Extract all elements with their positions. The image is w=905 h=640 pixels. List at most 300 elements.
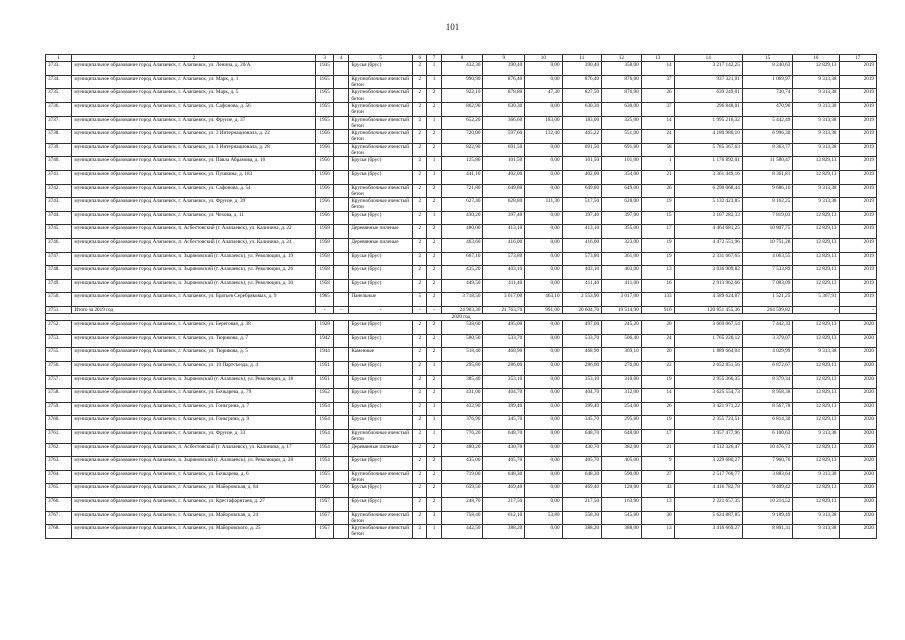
- value-cell: 17: [641, 225, 674, 239]
- wall-material-cell: Брусья (брус): [349, 266, 413, 280]
- value-cell: 43: [641, 484, 674, 498]
- value-cell: 9: [641, 457, 674, 471]
- wall-material-cell: Брусья (брус): [349, 389, 413, 403]
- value-cell: 416,00: [562, 238, 602, 252]
- table-row: [46, 362, 877, 376]
- address-cell: муниципальное образование город Алапаевск, г. Алапаевск, ул. Кресгафорнтаев, д. 27: [72, 498, 316, 512]
- wall-material-cell: Крупноблочные ячеистый бетон: [349, 184, 413, 198]
- year-cell: 1965: [316, 293, 334, 307]
- year-cell: 1952: [316, 389, 334, 403]
- empty-cell: [333, 130, 348, 144]
- value-cell: 7 819,03: [742, 211, 793, 225]
- value-cell: 9 313,38: [793, 184, 839, 198]
- value-cell: 361,00: [602, 252, 642, 266]
- value-cell: 649,00: [602, 184, 642, 198]
- address-cell: муниципальное образование город Алапаевск, г. Алапаевск, ул. Майоровская, д. 24: [72, 511, 316, 525]
- floors-cell: 2: [413, 525, 427, 539]
- floors-cell: 2: [413, 348, 427, 362]
- floors-cell: 2: [413, 375, 427, 389]
- empty-cell: [333, 225, 348, 239]
- value-cell: 2 221 657,35: [674, 498, 742, 512]
- total-value-cell: 264 599,82: [742, 306, 793, 313]
- value-cell: 659,50: [441, 484, 483, 498]
- value-cell: 355,00: [602, 225, 642, 239]
- table-row: [46, 416, 877, 430]
- entrances-cell: 1: [427, 402, 441, 416]
- value-cell: 12 829,13: [793, 252, 839, 266]
- value-cell: 345,70: [562, 416, 602, 430]
- value-cell: 345,70: [483, 416, 525, 430]
- year-cell: 1956: [316, 484, 334, 498]
- row-number: 3752.: [46, 321, 72, 335]
- value-cell: 0,00: [525, 252, 562, 266]
- row-number: 3759.: [46, 402, 72, 416]
- empty-cell: [333, 402, 348, 416]
- row-number: 3764.: [46, 470, 72, 484]
- value-cell: 648,70: [483, 430, 525, 444]
- row-number: 3749.: [46, 279, 72, 293]
- wall-material-cell: Брусья (брус): [349, 362, 413, 376]
- value-cell: 9 189,49: [742, 511, 793, 525]
- value-cell: 2019: [839, 184, 877, 198]
- value-cell: 652,20: [441, 116, 483, 130]
- value-cell: 12 829,13: [793, 211, 839, 225]
- year-cell: 1957: [316, 498, 334, 512]
- value-cell: 558,30: [562, 511, 602, 525]
- value-cell: 399,40: [483, 402, 525, 416]
- value-cell: 6 814,30: [742, 416, 793, 430]
- value-cell: 353,10: [562, 375, 602, 389]
- wall-material-cell: Деревянные пиленые: [349, 225, 413, 239]
- year-cell: 1957: [316, 525, 334, 539]
- table-row: [46, 225, 877, 239]
- value-cell: 469,40: [483, 484, 525, 498]
- value-cell: 19: [641, 375, 674, 389]
- year-cell: 1955: [316, 116, 334, 130]
- column-number-cell: 5: [349, 55, 413, 62]
- value-cell: 0,00: [525, 498, 562, 512]
- address-cell: муниципальное образование город Алапаевск, г. Алапаевск, ул. Пушкина, д. 183: [72, 170, 316, 184]
- table-row: [46, 238, 877, 252]
- floors-cell: 2: [413, 62, 427, 76]
- year-cell: 1954: [316, 416, 334, 430]
- value-cell: 9 313,38: [793, 116, 839, 130]
- value-cell: 12 829,13: [793, 389, 839, 403]
- value-cell: 10 751,28: [742, 238, 793, 252]
- value-cell: 0,00: [525, 279, 562, 293]
- row-number: 3734.: [46, 75, 72, 89]
- column-number-cell: 6: [413, 55, 427, 62]
- value-cell: 0,00: [525, 334, 562, 348]
- table-row: [46, 484, 877, 498]
- value-cell: 4 589 624,87: [674, 293, 742, 307]
- value-cell: 6 290 068,44: [674, 184, 742, 198]
- value-cell: 9 313,38: [793, 198, 839, 212]
- value-cell: 435,20: [441, 266, 483, 280]
- value-cell: 776,20: [441, 430, 483, 444]
- column-number-cell: 8: [441, 55, 483, 62]
- floors-cell: 2: [413, 89, 427, 103]
- empty-cell: [333, 416, 348, 430]
- value-cell: 388,20: [483, 525, 525, 539]
- value-cell: 1 889 664,04: [674, 348, 742, 362]
- row-number: 3745.: [46, 225, 72, 239]
- table-row: [46, 75, 877, 89]
- value-cell: 0,00: [525, 389, 562, 403]
- entrances-cell: 2: [427, 498, 441, 512]
- value-cell: 2019: [839, 89, 877, 103]
- value-cell: 2 652 851,56: [674, 362, 742, 376]
- value-cell: 12 829,13: [793, 279, 839, 293]
- value-cell: 2 553,90: [562, 293, 602, 307]
- value-cell: 430,20: [441, 211, 483, 225]
- value-cell: 2019: [839, 170, 877, 184]
- wall-material-cell: Брусья (брус): [349, 334, 413, 348]
- value-cell: 4 512 326,47: [674, 443, 742, 457]
- value-cell: 627,40: [441, 198, 483, 212]
- row-number: 3756.: [46, 362, 72, 376]
- value-cell: 12 829,13: [793, 498, 839, 512]
- table-row: [46, 116, 877, 130]
- value-cell: 6 100,63: [742, 430, 793, 444]
- value-cell: 7 442,33: [742, 321, 793, 335]
- value-cell: 691,50: [562, 143, 602, 157]
- value-cell: 495,00: [483, 321, 525, 335]
- floors-cell: 2: [413, 252, 427, 266]
- address-cell: муниципальное образование город Алапаевск, г. Алапаевск, ул. Гоньгрина, д. 7: [72, 402, 316, 416]
- value-cell: 2020: [839, 375, 877, 389]
- value-cell: 9 313,38: [793, 130, 839, 144]
- value-cell: 480,20: [441, 443, 483, 457]
- floors-cell: 2: [413, 362, 427, 376]
- row-number: 3762.: [46, 443, 72, 457]
- floors-cell: 2: [413, 157, 427, 171]
- value-cell: 469,40: [562, 484, 602, 498]
- value-cell: 2 331 667,65: [674, 252, 742, 266]
- value-cell: 6 872,67: [742, 362, 793, 376]
- floors-cell: 2: [413, 143, 427, 157]
- value-cell: 0,00: [525, 362, 562, 376]
- value-cell: 404,70: [562, 389, 602, 403]
- year-cell: 1954: [316, 430, 334, 444]
- year-cell: 1942: [316, 334, 334, 348]
- floors-cell: 2: [413, 102, 427, 116]
- address-cell: муниципальное образование город Алапаевск, г. Алапаевск, ул. Марк, д. 1: [72, 75, 316, 89]
- value-cell: 822,90: [441, 143, 483, 157]
- page-number: 101: [445, 22, 460, 32]
- value-cell: 2019: [839, 75, 877, 89]
- value-cell: 2019: [839, 225, 877, 239]
- value-cell: 13: [641, 266, 674, 280]
- value-cell: 22: [641, 362, 674, 376]
- value-cell: 3 217 142,25: [674, 62, 742, 76]
- value-cell: 720,00: [441, 130, 483, 144]
- value-cell: 295,80: [441, 362, 483, 376]
- value-cell: 876,90: [602, 89, 642, 103]
- value-cell: 12 829,13: [793, 225, 839, 239]
- empty-cell: [333, 525, 348, 539]
- wall-material-cell: Крупноблочные ячеистый бетон: [349, 511, 413, 525]
- dash-cell: -: [316, 306, 334, 313]
- table-row: [46, 293, 877, 307]
- year-cell: 1958: [316, 266, 334, 280]
- value-cell: 405,70: [483, 457, 525, 471]
- value-cell: 2020: [839, 443, 877, 457]
- column-number-cell: 10: [525, 55, 562, 62]
- value-cell: 0,00: [525, 484, 562, 498]
- value-cell: 101,50: [483, 157, 525, 171]
- floors-cell: 2: [413, 170, 427, 184]
- value-cell: 399,40: [562, 402, 602, 416]
- wall-material-cell: Брусья (брус): [349, 170, 413, 184]
- value-cell: 2019: [839, 252, 877, 266]
- value-cell: 639 249,01: [674, 89, 742, 103]
- value-cell: 4 464 681,25: [674, 225, 742, 239]
- row-number: 3761.: [46, 430, 72, 444]
- value-cell: 2 517 766,77: [674, 470, 742, 484]
- value-cell: 721,80: [441, 184, 483, 198]
- value-cell: 125,80: [441, 157, 483, 171]
- dash-cell: -: [333, 306, 348, 313]
- value-cell: 402,00: [562, 170, 602, 184]
- value-cell: 2020: [839, 321, 877, 335]
- value-cell: 827,50: [562, 89, 602, 103]
- value-cell: 8 240,63: [742, 62, 793, 76]
- year-cell: 1951: [316, 375, 334, 389]
- address-cell: муниципальное образование город Алапаевск, г. Алапаевск, ул. Братьев Серебряковых, д. 9: [72, 293, 316, 307]
- value-cell: 286,00: [562, 362, 602, 376]
- row-number: 3748.: [46, 266, 72, 280]
- value-cell: 1 176 892,01: [674, 157, 742, 171]
- entrances-cell: 2: [427, 143, 441, 157]
- value-cell: 876,40: [562, 75, 602, 89]
- value-cell: 382,00: [602, 443, 642, 457]
- value-cell: 533,70: [562, 334, 602, 348]
- value-cell: 325,00: [602, 116, 642, 130]
- value-cell: 0,00: [525, 525, 562, 539]
- value-cell: 612,10: [483, 511, 525, 525]
- year-cell: 1955: [316, 470, 334, 484]
- value-cell: 310,00: [602, 375, 642, 389]
- row-number: 3763.: [46, 457, 72, 471]
- value-cell: 2019: [839, 266, 877, 280]
- value-cell: 2020: [839, 389, 877, 403]
- table-row: [46, 252, 877, 266]
- value-cell: 20: [641, 321, 674, 335]
- row-number: 3742.: [46, 184, 72, 198]
- value-cell: 937 321,01: [674, 75, 742, 89]
- value-cell: 388,20: [562, 525, 602, 539]
- empty-cell: [333, 498, 348, 512]
- floors-cell: 2: [413, 498, 427, 512]
- entrances-cell: 2: [427, 130, 441, 144]
- wall-material-cell: Крупноблочные ячеистый бетон: [349, 143, 413, 157]
- value-cell: 876,00: [602, 75, 642, 89]
- entrances-cell: 1: [427, 75, 441, 89]
- value-cell: 111,30: [525, 198, 562, 212]
- column-number-row: [46, 55, 877, 62]
- empty-cell: [333, 266, 348, 280]
- address-cell: муниципальное образование город Алапаевск, п. Асбестовский (г. Алапаевск), ул. Калинина, д. 22: [72, 225, 316, 239]
- year-cell: 1957: [316, 511, 334, 525]
- value-cell: 12 829,13: [793, 416, 839, 430]
- entrances-cell: 1: [427, 211, 441, 225]
- value-cell: 312,00: [602, 389, 642, 403]
- year-cell: 1954: [316, 402, 334, 416]
- value-cell: 628,00: [602, 198, 642, 212]
- value-cell: 10 214,52: [742, 498, 793, 512]
- entrances-cell: 2: [427, 375, 441, 389]
- year-cell: 1956: [316, 130, 334, 144]
- wall-material-cell: Брусья (брус): [349, 62, 413, 76]
- value-cell: 403,10: [483, 266, 525, 280]
- entrances-cell: 2: [427, 184, 441, 198]
- value-cell: 12 829,13: [793, 375, 839, 389]
- value-cell: 876,40: [483, 75, 525, 89]
- table-row: [46, 334, 877, 348]
- value-cell: 878,80: [483, 89, 525, 103]
- value-cell: 24: [641, 130, 674, 144]
- row-number: 3736.: [46, 102, 72, 116]
- entrances-cell: 2: [427, 348, 441, 362]
- column-number-cell: 17: [839, 55, 877, 62]
- address-cell: муниципальное образование город Алапаевск, г. Алапаевск, ул. 19 Партсъезда, д. 4: [72, 362, 316, 376]
- entrances-cell: 2: [427, 89, 441, 103]
- value-cell: 20: [641, 348, 674, 362]
- value-cell: 0,00: [525, 143, 562, 157]
- row-number: 3760.: [46, 416, 72, 430]
- value-cell: 9 313,38: [793, 511, 839, 525]
- value-cell: 10 807,75: [742, 225, 793, 239]
- value-cell: 132,40: [525, 130, 562, 144]
- value-cell: 353,10: [483, 375, 525, 389]
- entrances-cell: 2: [427, 238, 441, 252]
- value-cell: 26: [641, 402, 674, 416]
- value-cell: 388,00: [602, 525, 642, 539]
- empty-cell: [333, 321, 348, 335]
- value-cell: 649,80: [562, 184, 602, 198]
- value-cell: 101,00: [602, 157, 642, 171]
- value-cell: 276,00: [602, 362, 642, 376]
- value-cell: 254,00: [602, 402, 642, 416]
- floors-cell: 2: [413, 130, 427, 144]
- value-cell: 3 957 477,96: [674, 430, 742, 444]
- table-row: [46, 457, 877, 471]
- value-cell: 3 883,64: [742, 470, 793, 484]
- value-cell: 3 036 909,82: [674, 266, 742, 280]
- value-cell: 21: [641, 170, 674, 184]
- value-cell: 0,00: [525, 157, 562, 171]
- floors-cell: 2: [413, 211, 427, 225]
- address-cell: муниципальное образование город Алапаевск, г. Алапаевск, ул. Ленина, д. 20/А: [72, 62, 316, 76]
- entrances-cell: 2: [427, 389, 441, 403]
- entrances-cell: 2: [427, 279, 441, 293]
- column-number-cell: 1: [46, 55, 72, 62]
- value-cell: 573,80: [483, 252, 525, 266]
- empty-cell: [333, 470, 348, 484]
- value-cell: 2020: [839, 525, 877, 539]
- value-cell: 4 063,55: [742, 252, 793, 266]
- value-cell: 4 416 782,78: [674, 484, 742, 498]
- value-cell: 2020: [839, 362, 877, 376]
- wall-material-cell: Каменные: [349, 348, 413, 362]
- address-cell: муниципальное образование город Алапаевск, п. Зыряновский (г. Алапаевск), ул. Революции, д. 28: [72, 457, 316, 471]
- value-cell: 11 580,47: [742, 157, 793, 171]
- address-cell: муниципальное образование город Алапаевск, п. Асбестовский (г. Алапаевск), ул. Калинина, д. 24: [72, 238, 316, 252]
- table-row: [46, 525, 877, 539]
- value-cell: 2020: [839, 402, 877, 416]
- value-cell: 12 829,13: [793, 238, 839, 252]
- value-cell: 413,10: [562, 225, 602, 239]
- value-cell: 2019: [839, 211, 877, 225]
- value-cell: 376,90: [441, 416, 483, 430]
- total-value-cell: -: [839, 306, 877, 313]
- value-cell: 5 132 423,85: [674, 198, 742, 212]
- value-cell: 0,00: [525, 375, 562, 389]
- wall-material-cell: Брусья (брус): [349, 484, 413, 498]
- year-cell: 1956: [316, 198, 334, 212]
- value-cell: 5 442,49: [742, 116, 793, 130]
- value-cell: 538,60: [441, 321, 483, 335]
- entrances-cell: 2: [427, 293, 441, 307]
- wall-material-cell: Брусья (брус): [349, 498, 413, 512]
- value-cell: 6 996,30: [742, 130, 793, 144]
- value-cell: 730,74: [742, 89, 793, 103]
- entrances-cell: 1: [427, 116, 441, 130]
- year-cell: 1956: [316, 211, 334, 225]
- value-cell: 0,00: [525, 62, 562, 76]
- value-cell: 7 533,89: [742, 266, 793, 280]
- row-number: 3768.: [46, 525, 72, 539]
- value-cell: 7 960,76: [742, 457, 793, 471]
- value-cell: 0,00: [525, 348, 562, 362]
- year-cell: 1956: [316, 184, 334, 198]
- value-cell: 0,00: [525, 170, 562, 184]
- value-cell: 442,50: [441, 525, 483, 539]
- value-cell: 922,10: [441, 89, 483, 103]
- table-row: [46, 130, 877, 144]
- empty-cell: [333, 375, 348, 389]
- value-cell: 9 313,38: [793, 143, 839, 157]
- value-cell: 3 416 669,27: [674, 525, 742, 539]
- value-cell: 3 229 680,27: [674, 457, 742, 471]
- value-cell: 2019: [839, 62, 877, 76]
- value-cell: 19: [641, 416, 674, 430]
- value-cell: 2020: [839, 511, 877, 525]
- column-number-cell: 16: [793, 55, 839, 62]
- value-cell: 2019: [839, 130, 877, 144]
- value-cell: 431,00: [441, 389, 483, 403]
- value-cell: 14: [641, 389, 674, 403]
- value-cell: 7 083,09: [742, 279, 793, 293]
- empty-cell: [333, 443, 348, 457]
- year-cell: 1955: [316, 102, 334, 116]
- value-cell: 480,00: [441, 225, 483, 239]
- value-cell: 9 313,38: [793, 430, 839, 444]
- row-number: 3743.: [46, 198, 72, 212]
- value-cell: 411,00: [602, 279, 642, 293]
- value-cell: 217,50: [483, 498, 525, 512]
- column-number-cell: 14: [674, 55, 742, 62]
- value-cell: 163,90: [602, 498, 642, 512]
- value-cell: 8 567,78: [742, 402, 793, 416]
- value-cell: 9 313,38: [793, 75, 839, 89]
- value-cell: 3 625 554,73: [674, 389, 742, 403]
- empty-cell: [333, 184, 348, 198]
- value-cell: 468,90: [483, 348, 525, 362]
- column-number-cell: 11: [562, 55, 602, 62]
- floors-cell: 2: [413, 279, 427, 293]
